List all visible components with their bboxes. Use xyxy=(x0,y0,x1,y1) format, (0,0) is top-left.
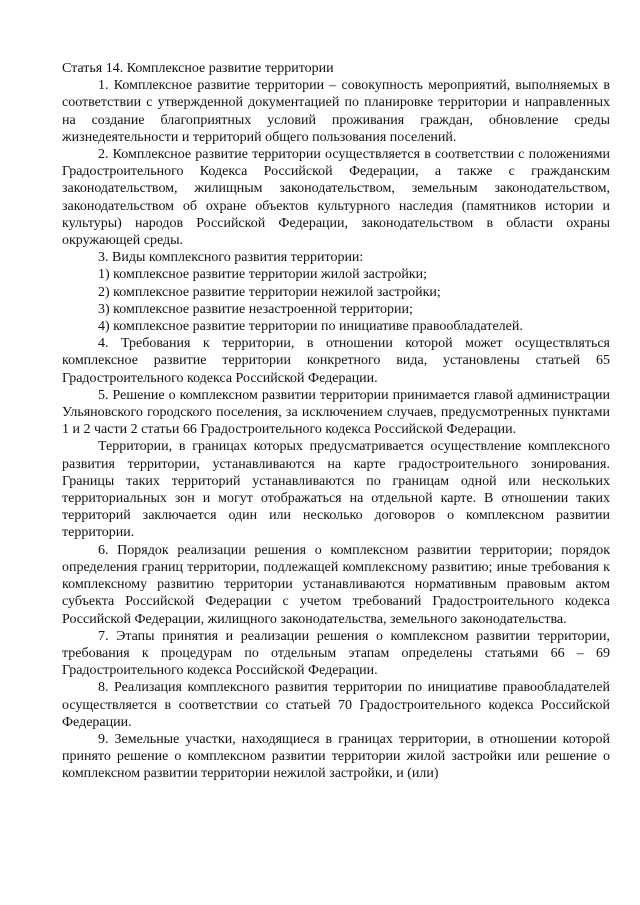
paragraph-2: 2. Комплексное развитие территории осуществляется в соответствии с положениями Градостроительного Кодекса Российской Федерации, а также с гражданским законодательством, жилищным законодательством, земельным законодательством, законодательством об охране объектов культурного наследия (памятников истории и культуры) народов Российской Федерации, законодательством в области охраны окружающей среды. xyxy=(62,147,610,249)
paragraph-9: 9. Земельные участки, находящиеся в границах территории, в отношении которой принято решение о комплексном развитии территории жилой застройки или решение о комплексном развитии территории нежилой застройки, и (или) xyxy=(62,731,610,782)
paragraph-7: 7. Этапы принятия и реализации решения о комплексном развитии территории, требования к процедурам по отдельным этапам определены статьями 66 – 69 Градостроительного кодекса Российской Федерации. xyxy=(62,628,610,679)
paragraph-4: 4. Требования к территории, в отношении которой может осуществляться комплексное развитие территории конкретного вида, установлены статьей 65 Градостроительного кодекса Российской Федерации. xyxy=(62,336,610,386)
document-page xyxy=(62,60,610,783)
list-item-3: 3) комплексное развитие незастроенной территории; xyxy=(98,301,413,317)
list-item-2: 2) комплексное развитие территории нежилой застройки; xyxy=(98,284,441,300)
paragraph-8: 8. Реализация комплексного развития территории по инициативе правообладателей осуществляется в соответствии со статьей 70 Градостроительного кодекса Российской Федерации. xyxy=(62,680,610,730)
paragraph-1: 1. Комплексное развитие территории – совокупность мероприятий, выполняемых в соответствии с утвержденной документацией по планировке территории и направленных на создание благоприятных условий проживания граждан, обновление среды жизнедеятельности и территорий общего пользования поселений. xyxy=(62,78,610,145)
paragraph-6: 6. Порядок реализации решения о комплексном развитии территории; порядок определения границ территории, подлежащей комплексному развитию; иные требования к комплексному развитию территории устанавливаются нормативным правовым актом субъекта Российской Федерации с учетом требований Градостроительного кодекса Российской Федерации, жилищного законодательства, земельного законодательства. xyxy=(62,542,610,627)
paragraph-5: 5. Решение о комплексном развитии территории принимается главой администрации Ульяновского городского поселения, за исключением случаев, предусмотренных пунктами 1 и 2 части 2 статьи 66 Градостроительного кодекса Российской Федерации. xyxy=(62,387,610,438)
paragraph-5-territories: Территории, в границах которых предусматривается осуществление комплексного развития территории, устанавливаются на карте градостроительного зонирования. Границы таких территорий устанавливаются по границам одной или нескольких территориальных зон и могут отображаться на отдельной карте. В отношении таких территорий заключается один или несколько договоров о комплексном развитии территории. xyxy=(62,439,610,541)
list-item-4: 4) комплексное развитие территории по инициативе правообладателей. xyxy=(98,319,523,335)
article-title: Статья 14. Комплексное развитие территории xyxy=(62,61,334,76)
paragraph-3-heading: 3. Виды комплексного развития территории: xyxy=(98,250,364,266)
list-item-1: 1) комплексное развитие территории жилой застройки; xyxy=(98,267,428,283)
